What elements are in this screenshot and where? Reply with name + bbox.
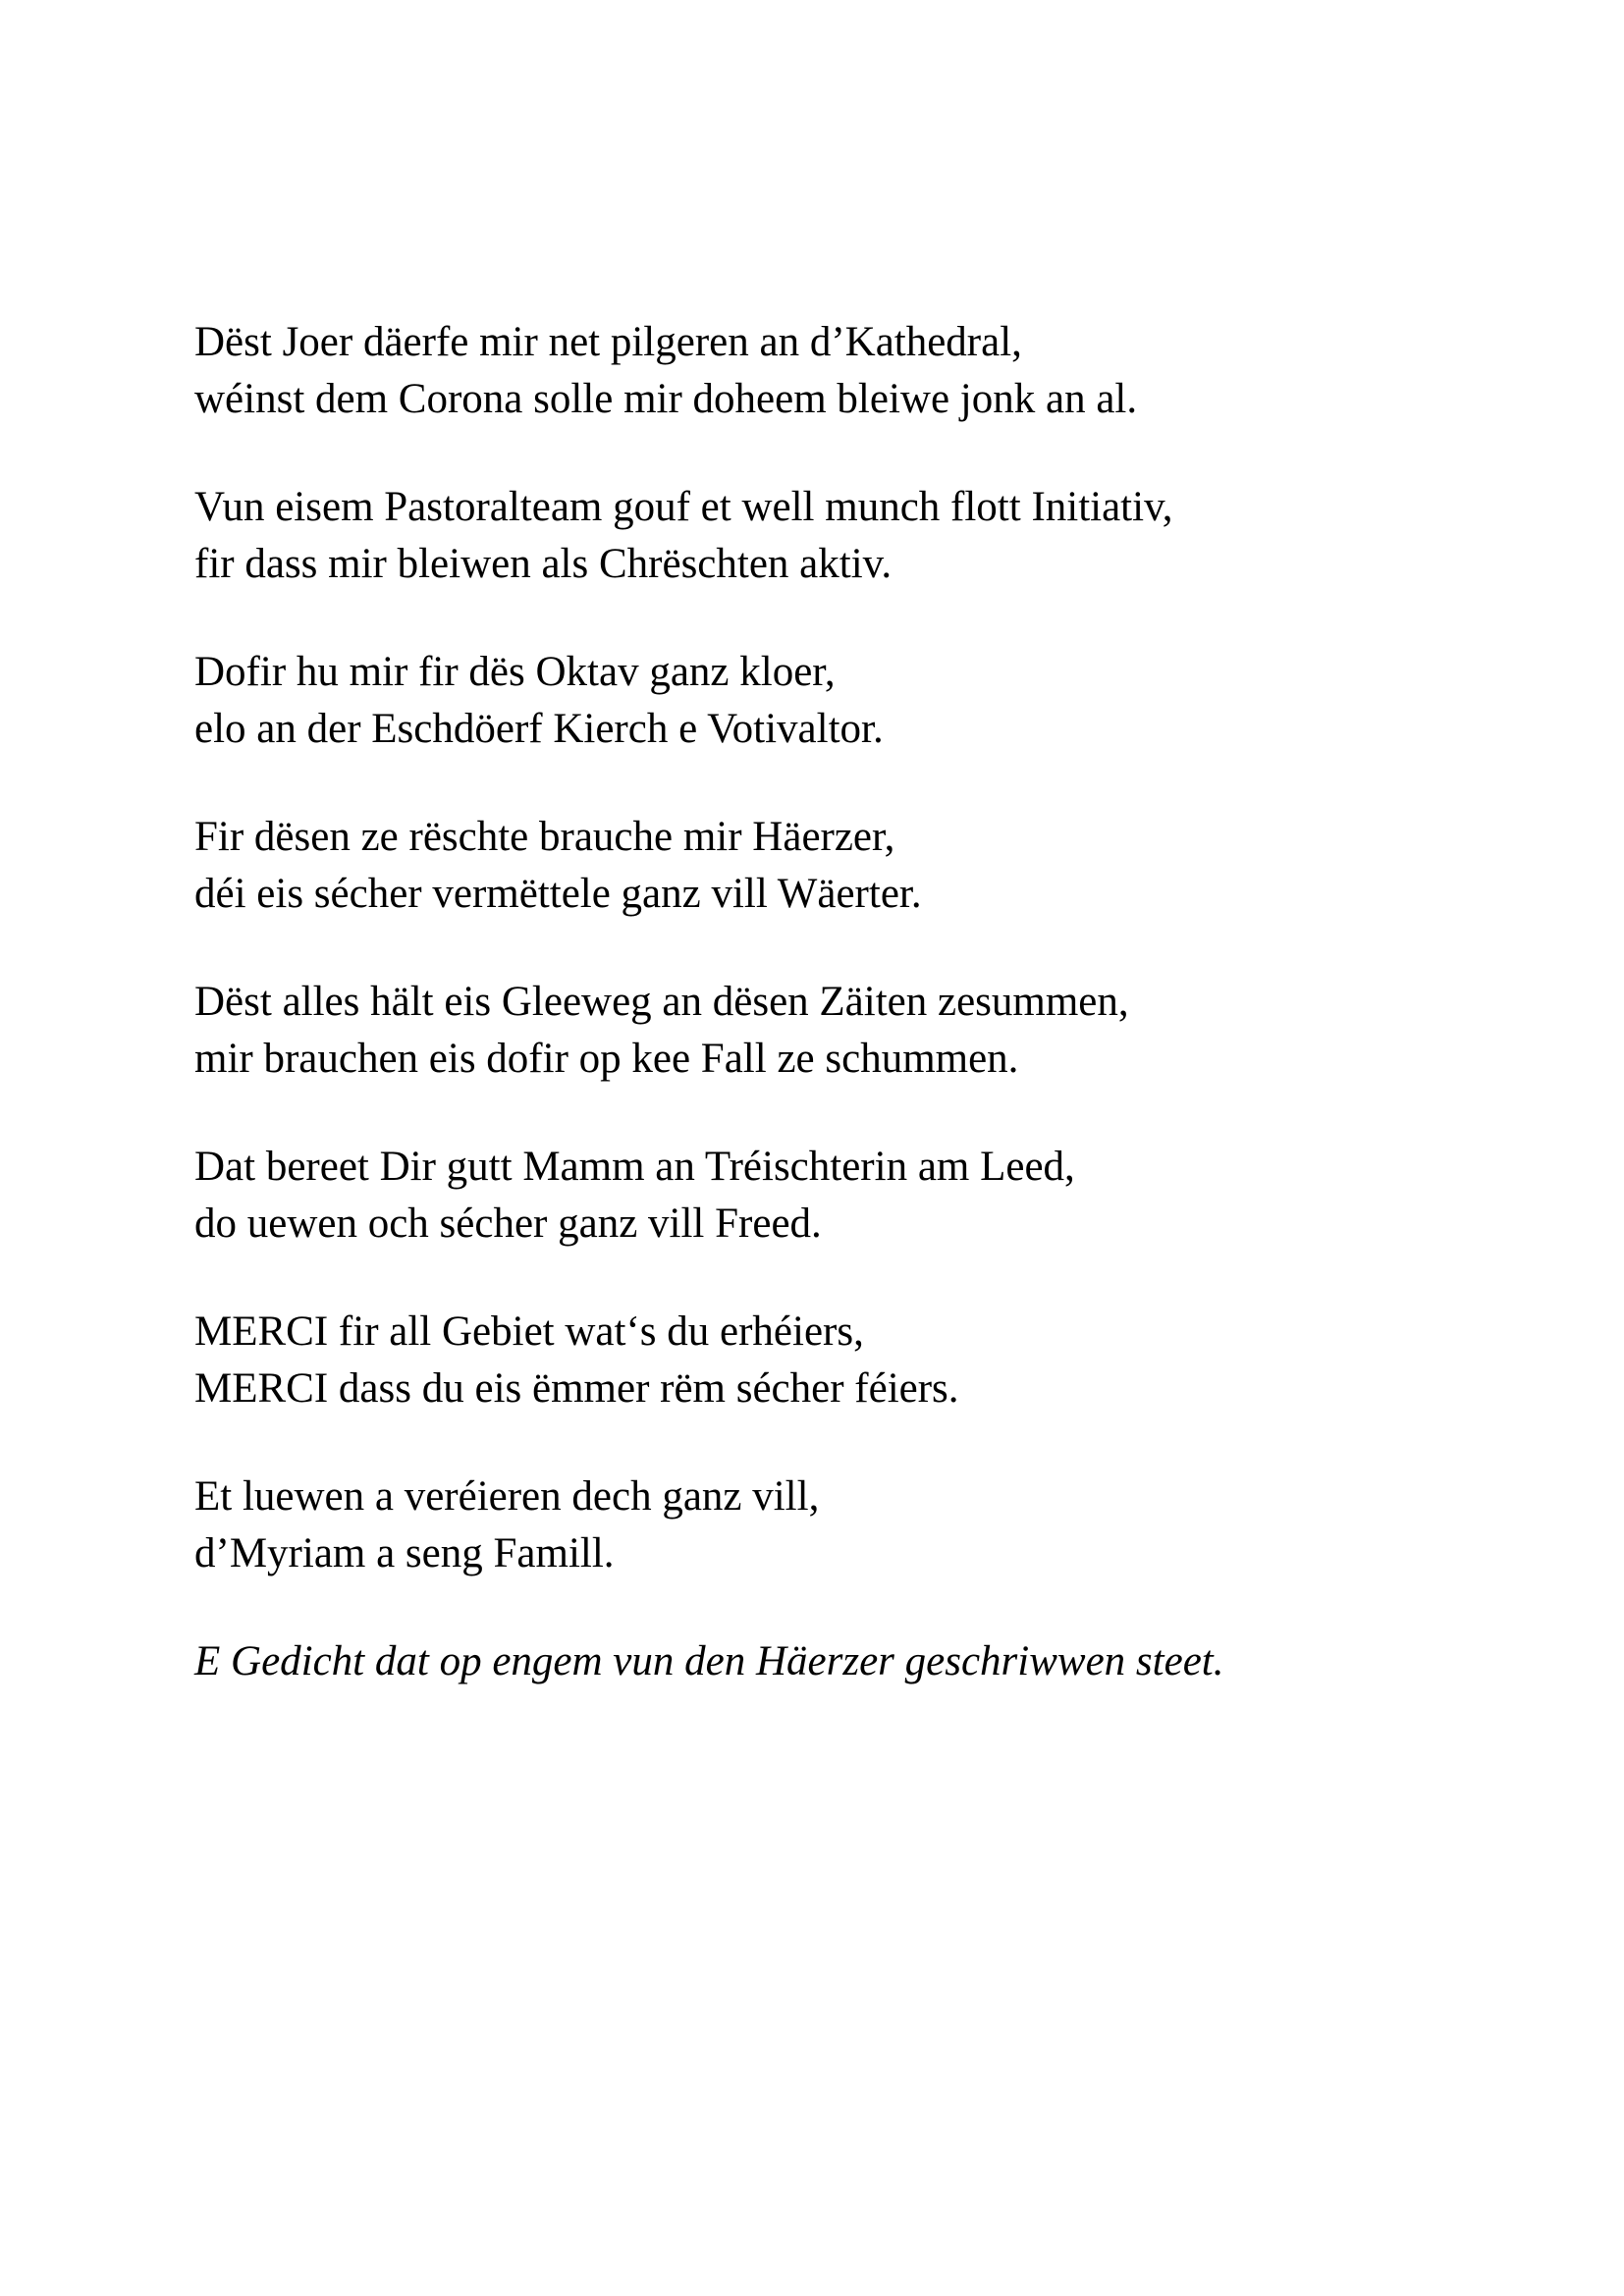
poem [194, 314, 1471, 1690]
poem-line: Et luewen a veréieren dech ganz vill, [194, 1473, 820, 1520]
stanza-2 [194, 479, 1471, 593]
poem-line: mir brauchen eis dofir op kee Fall ze schummen. [194, 1036, 1019, 1082]
stanza-4 [194, 809, 1471, 923]
poem-line: do uewen och sécher ganz vill Freed. [194, 1201, 822, 1247]
stanza-8 [194, 1468, 1471, 1582]
poem-line: MERCI dass du eis ëmmer rëm sécher féiers. [194, 1365, 959, 1412]
poem-line: Fir dësen ze rëschte brauche mir Häerzer, [194, 814, 895, 860]
poem-line: fir dass mir bleiwen als Chrëschten aktiv. [194, 541, 893, 587]
stanza-1 [194, 314, 1471, 428]
poem-line: MERCI fir all Gebiet wat‘s du erhéiers, [194, 1308, 864, 1355]
stanza-6 [194, 1139, 1471, 1253]
poem-line: Dofir hu mir fir dës Oktav ganz kloer, [194, 649, 836, 695]
poem-line: Dëst alles hält eis Gleeweg an dësen Zäiten zesummen, [194, 979, 1129, 1025]
poem-line: d’Myriam a seng Famill. [194, 1530, 615, 1576]
poem-line: Vun eisem Pastoralteam gouf et well munch flott Initiativ, [194, 484, 1173, 530]
stanza-3 [194, 644, 1471, 758]
poem-caption: E Gedicht dat op engem vun den Häerzer geschriwwen steet. [194, 1638, 1224, 1684]
stanza-5 [194, 974, 1471, 1088]
poem-line: déi eis sécher vermëttele ganz vill Wäerter. [194, 871, 922, 917]
poem-line: Dëst Joer däerfe mir net pilgeren an d’Kathedral, [194, 319, 1022, 365]
poem-line: wéinst dem Corona solle mir doheem bleiwe jonk an al. [194, 376, 1138, 422]
poem-line: elo an der Eschdöerf Kierch e Votivaltor. [194, 706, 884, 752]
poem-line: Dat bereet Dir gutt Mamm an Tréischterin am Leed, [194, 1144, 1075, 1190]
stanza-7 [194, 1304, 1471, 1417]
